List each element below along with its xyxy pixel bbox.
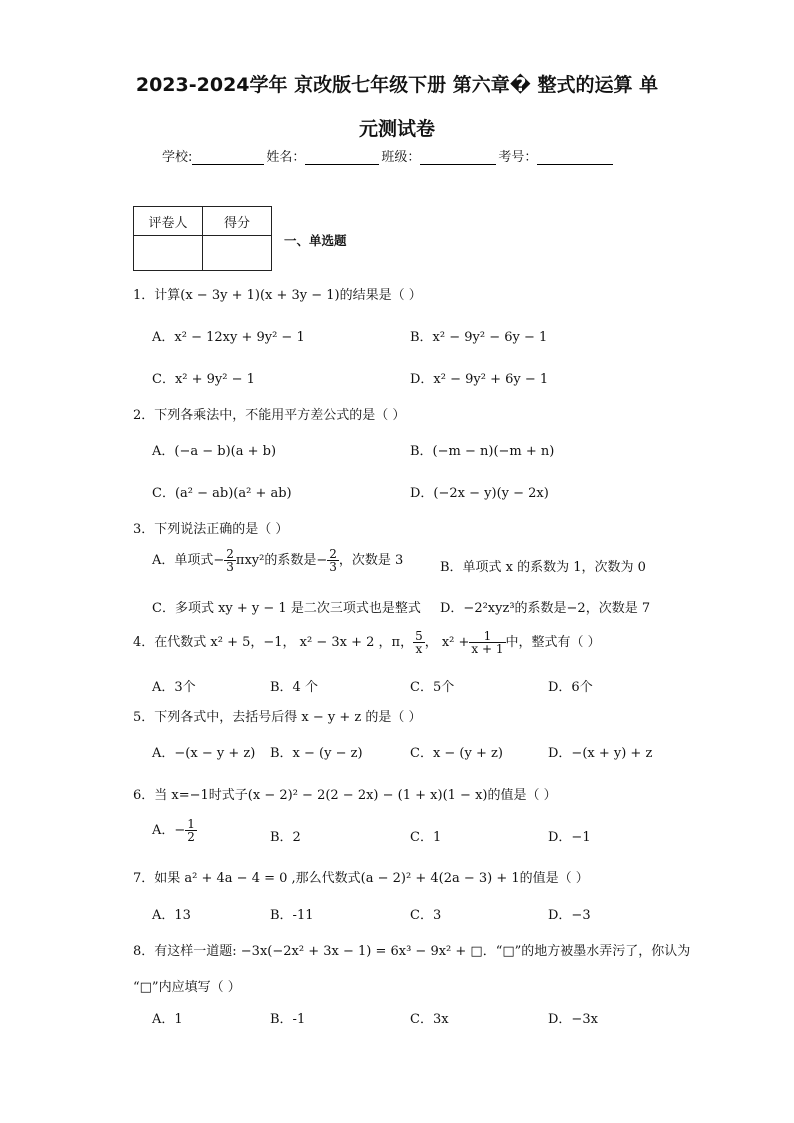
question-4-option-b[interactable]: B．4 个 <box>270 680 318 695</box>
question-5-option-d[interactable]: D．−(x + y) + z <box>548 746 653 761</box>
name-field[interactable] <box>305 150 379 165</box>
question-5-option-a[interactable]: A．−(x − y + z) <box>152 746 256 761</box>
q3a-frac2-den: 3 <box>329 560 337 574</box>
q4-frac2-den: x + 1 <box>471 642 504 656</box>
question-5-option-c[interactable]: C．x − (y + z) <box>410 746 503 761</box>
question-7-option-d[interactable]: D．−3 <box>548 908 591 923</box>
question-6-option-c[interactable]: C．1 <box>410 830 442 845</box>
score-cell[interactable] <box>203 236 272 271</box>
question-3-option-c[interactable]: C．多项式 xy + y − 1 是二次三项式也是整式 <box>152 601 421 616</box>
class-label: 班级： <box>381 150 421 165</box>
question-4-option-d[interactable]: D．6个 <box>548 680 593 695</box>
question-8-option-d[interactable]: D．−3x <box>548 1012 598 1027</box>
score-header: 得分 <box>203 207 272 236</box>
q3a-text-2: πxy²的系数是− <box>235 553 328 568</box>
q3a-fraction-2 <box>327 548 339 573</box>
question-6-option-b[interactable]: B．2 <box>270 830 301 845</box>
section-title: 一、单选题 <box>284 233 347 248</box>
question-2-option-a[interactable]: A．(−a − b)(a + b) <box>152 444 277 459</box>
question-2-option-b[interactable]: B．(−m − n)(−m + n) <box>410 444 555 459</box>
q3a-text-1: A．单项式− <box>152 553 225 568</box>
question-3-stem: 3．下列说法正确的是（ ） <box>133 522 289 537</box>
question-1-option-a[interactable]: A．x² − 12xy + 9y² − 1 <box>152 330 305 345</box>
question-7-option-c[interactable]: C．3 <box>410 908 442 923</box>
question-5-stem: 5．下列各式中，去括号后得 x − y + z 的是（ ） <box>133 710 422 725</box>
document-title-line-2: 元测试卷 <box>358 118 435 140</box>
question-3-option-d[interactable]: D．−2²xyz³的系数是−2，次数是 7 <box>440 601 651 616</box>
q6a-prefix: A．− <box>152 823 186 838</box>
question-1-option-b[interactable]: B．x² − 9y² − 6y − 1 <box>410 330 548 345</box>
question-8-option-a[interactable]: A．1 <box>152 1012 183 1027</box>
q3a-frac2-num: 2 <box>329 547 337 561</box>
q6a-frac-num: 1 <box>187 817 195 831</box>
student-info-row <box>162 146 615 165</box>
q4-fraction-1 <box>413 630 425 655</box>
question-6-stem: 6．当 x=−1时式子(x − 2)² − 2(2 − 2x) − (1 + x)(1 − x)的值是（ ） <box>133 788 557 803</box>
q6a-frac-den: 2 <box>187 830 195 844</box>
question-8-stem-line-2: “□”内应填写（ ） <box>133 980 241 995</box>
score-table <box>133 206 272 271</box>
school-label: 学校: <box>162 150 193 165</box>
question-4-option-a[interactable]: A．3个 <box>152 680 196 695</box>
reviewer-cell[interactable] <box>134 236 203 271</box>
question-6-option-a[interactable] <box>152 818 197 843</box>
question-7-option-b[interactable]: B．-11 <box>270 908 314 923</box>
q4-stem-part-3: 中，整式有（ ） <box>505 635 601 650</box>
q4-stem-part-1: 4．在代数式 x² + 5，−1， x² − 3x + 2 ，π， <box>133 635 414 650</box>
question-3-option-b[interactable]: B．单项式 x 的系数为 1，次数为 0 <box>440 560 646 575</box>
question-4-stem <box>133 630 601 655</box>
question-1-stem: 1．计算(x − 3y + 1)(x + 3y − 1)的结果是（ ） <box>133 288 422 303</box>
question-7-stem: 7．如果 a² + 4a − 4 = 0 ,那么代数式(a − 2)² + 4(2a − 3) + 1的值是（ ） <box>133 871 589 886</box>
question-2-stem: 2．下列各乘法中，不能用平方差公式的是（ ） <box>133 408 406 423</box>
q4-frac1-den: x <box>415 642 423 656</box>
q3a-text-3: ，次数是 3 <box>338 553 404 568</box>
q3a-frac1-num: 2 <box>226 547 234 561</box>
q4-stem-part-2: ， x² + <box>424 635 470 650</box>
document-title-line-1: 2023-2024学年 京改版七年级下册 第六章� 整式的运算 单 <box>135 74 659 96</box>
question-8-stem-line-1: 8．有这样一道题: −3x(−2x² + 3x − 1) = 6x³ − 9x² + □．“□”的地方被墨水弄污了，你认为 <box>133 944 691 959</box>
class-field[interactable] <box>420 150 496 165</box>
q3a-frac1-den: 3 <box>226 560 234 574</box>
question-8-option-c[interactable]: C．3x <box>410 1012 449 1027</box>
number-label: 考号： <box>498 150 538 165</box>
number-field[interactable] <box>537 150 613 165</box>
name-label: 姓名： <box>266 150 306 165</box>
question-5-option-b[interactable]: B．x − (y − z) <box>270 746 363 761</box>
question-4-option-c[interactable]: C．5个 <box>410 680 455 695</box>
reviewer-header: 评卷人 <box>134 207 203 236</box>
question-8-option-b[interactable]: B．-1 <box>270 1012 306 1027</box>
question-6-option-d[interactable]: D．−1 <box>548 830 591 845</box>
question-7-option-a[interactable]: A．13 <box>152 908 191 923</box>
question-2-option-c[interactable]: C．(a² − ab)(a² + ab) <box>152 486 292 501</box>
q4-frac2-num: 1 <box>469 630 505 643</box>
q4-frac1-num: 5 <box>415 629 423 643</box>
question-1-option-c[interactable]: C．x² + 9y² − 1 <box>152 372 255 387</box>
question-2-option-d[interactable]: D．(−2x − y)(y − 2x) <box>410 486 549 501</box>
school-field[interactable] <box>192 150 264 165</box>
q3a-fraction-1 <box>224 548 236 573</box>
question-1-option-d[interactable]: D．x² − 9y² + 6y − 1 <box>410 372 549 387</box>
question-3-option-a[interactable] <box>152 548 403 573</box>
q4-fraction-2 <box>469 630 505 655</box>
q6a-fraction <box>185 818 197 843</box>
